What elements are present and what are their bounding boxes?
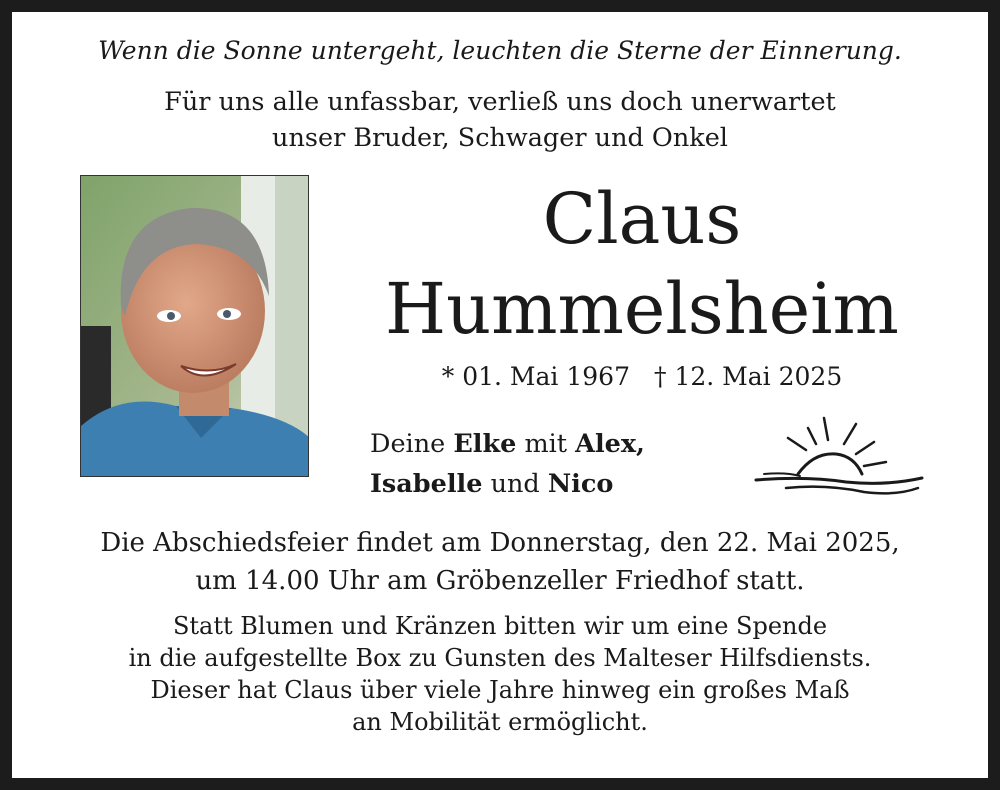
life-dates (342, 362, 942, 391)
sunset-icon (746, 416, 926, 500)
family-line-1: Deine Elke mit Alex, (370, 429, 645, 459)
donation-line-3: Dieser hat Claus über viele Jahre hinweg ein großes Maß (150, 676, 850, 704)
portrait-photo (80, 175, 309, 477)
ceremony-info (12, 524, 988, 600)
ceremony-line-1: Die Abschiedsfeier findet am Donnerstag, den 22. Mai 2025, (100, 528, 900, 558)
intro-text (12, 84, 988, 156)
family-name-nico: Nico (547, 469, 614, 499)
donation-line-1: Statt Blumen und Kränzen bitten wir um eine Spende (172, 612, 828, 640)
family-name-isabelle: Isabelle (370, 469, 483, 499)
motto: Wenn die Sonne untergeht, leuchten die Sterne der Einnerung. (98, 36, 902, 65)
ceremony-line-2: um 14.00 Uhr am Gröbenzeller Friedhof statt. (195, 566, 805, 596)
donation-info (12, 610, 988, 738)
first-name: Claus (542, 178, 742, 260)
family-name-alex: Alex, (575, 429, 645, 459)
donation-line-4: an Mobilität ermöglicht. (352, 708, 648, 736)
family-line-2: Isabelle und Nico (370, 469, 614, 499)
intro-line-2: unser Bruder, Schwager und Onkel (272, 123, 728, 153)
family-signature (370, 424, 645, 504)
family-name-elke: Elke (453, 429, 517, 459)
last-name: Hummelsheim (385, 268, 899, 350)
donation-line-2: in die aufgestellte Box zu Gunsten des Malteser Hilfsdiensts. (128, 644, 872, 672)
birth-date: * 01. Mai 1967 (441, 362, 630, 391)
death-date: † 12. Mai 2025 (654, 362, 843, 391)
intro-line-1: Für uns alle unfassbar, verließ uns doch unerwartet (164, 87, 836, 117)
